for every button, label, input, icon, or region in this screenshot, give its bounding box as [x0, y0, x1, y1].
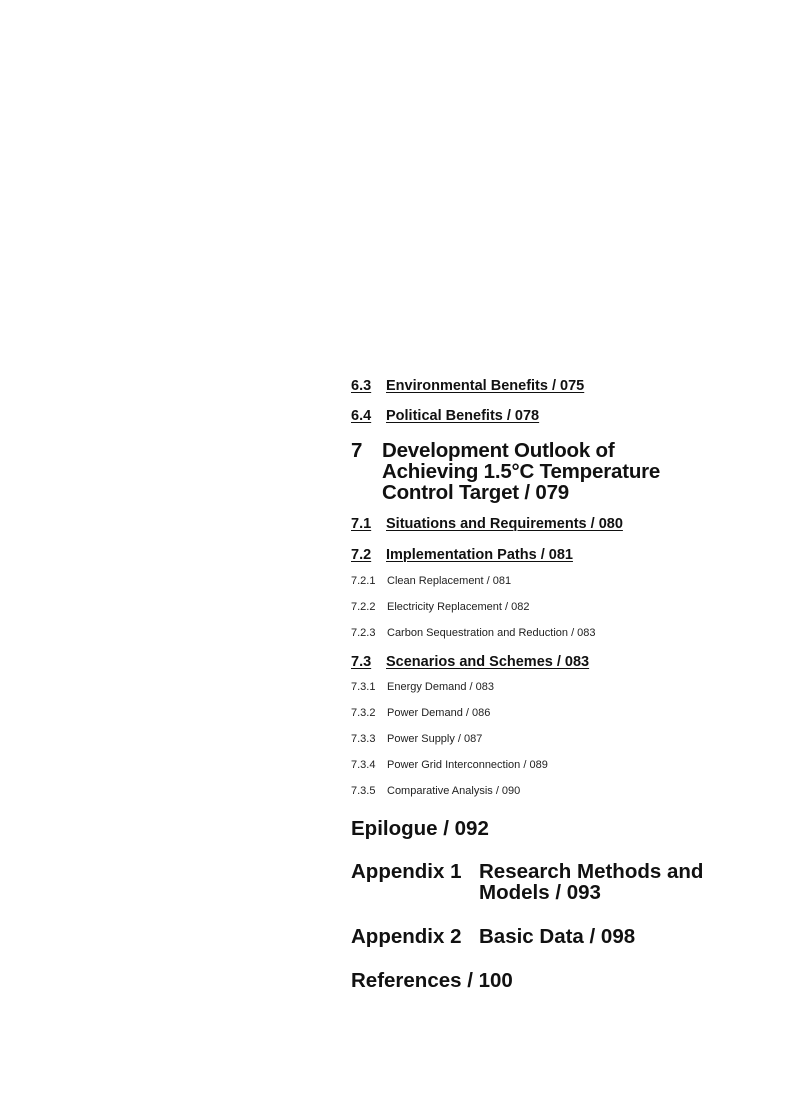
toc-appendix-2[interactable]	[351, 926, 771, 947]
toc-entry-7-1[interactable]	[351, 515, 771, 533]
toc-title: Power Supply / 087	[387, 733, 483, 745]
toc-subentry-7-3-3[interactable]	[351, 732, 771, 746]
toc-number: 7.2.3	[351, 627, 376, 639]
toc-title: Comparative Analysis / 090	[387, 785, 521, 797]
toc-title: Implementation Paths / 081	[386, 547, 573, 563]
toc-title: Scenarios and Schemes / 083	[386, 654, 590, 670]
toc-number: 7.2.2	[351, 601, 376, 613]
toc-title: Power Grid Interconnection / 089	[387, 759, 548, 771]
toc-subentry-7-3-5[interactable]	[351, 784, 771, 798]
toc-number: 6.4	[351, 408, 372, 424]
toc-chapter-7[interactable]	[351, 440, 771, 503]
toc-title: Carbon Sequestration and Reduction / 083	[387, 627, 596, 639]
toc-title: Power Demand / 086	[387, 707, 491, 719]
toc-subentry-7-3-4[interactable]	[351, 758, 771, 772]
toc-number: 7.1	[351, 516, 372, 532]
toc-title: Energy Demand / 083	[387, 681, 495, 693]
toc-number: 7.3.2	[351, 707, 376, 719]
toc-subentry-7-2-2[interactable]	[351, 600, 771, 614]
toc-entry-7-2[interactable]	[351, 546, 771, 564]
toc-number: 7.3.3	[351, 733, 376, 745]
toc-number: 6.3	[351, 378, 372, 394]
toc-appendix-1[interactable]	[351, 861, 771, 903]
toc-entry-6-3[interactable]	[351, 377, 771, 395]
toc-chapter-title: Development Outlook of Achieving 1.5°C Temperature Control Target / 079	[382, 439, 661, 504]
table-of-contents	[351, 377, 771, 991]
toc-entry-6-4[interactable]	[351, 407, 771, 425]
toc-appendix-number: Appendix 2	[351, 925, 462, 948]
toc-title: Clean Replacement / 081	[387, 575, 512, 587]
toc-title: Situations and Requirements / 080	[386, 516, 623, 532]
toc-number: 7.2	[351, 547, 372, 563]
toc-appendix-number: Appendix 1	[351, 860, 462, 883]
toc-number: 7.3.4	[351, 759, 376, 771]
toc-title: Electricity Replacement / 082	[387, 601, 530, 613]
toc-number: 7.3	[351, 654, 372, 670]
toc-appendix-title: Basic Data / 098	[479, 925, 636, 948]
toc-subentry-7-2-1[interactable]	[351, 574, 771, 588]
toc-number: 7.3.5	[351, 785, 376, 797]
toc-subentry-7-2-3[interactable]	[351, 626, 771, 640]
toc-entry-7-3[interactable]	[351, 653, 771, 671]
toc-number: 7.3.1	[351, 681, 376, 693]
toc-references[interactable]: References / 100	[351, 969, 513, 992]
toc-chapter-number: 7	[351, 439, 363, 462]
toc-number: 7.2.1	[351, 575, 376, 587]
toc-subentry-7-3-1[interactable]	[351, 680, 771, 694]
toc-title: Environmental Benefits / 075	[386, 378, 585, 394]
toc-title: Political Benefits / 078	[386, 408, 540, 424]
toc-subentry-7-3-2[interactable]	[351, 706, 771, 720]
toc-epilogue[interactable]: Epilogue / 092	[351, 817, 489, 840]
toc-appendix-title: Research Methods and Models / 093	[479, 860, 704, 904]
